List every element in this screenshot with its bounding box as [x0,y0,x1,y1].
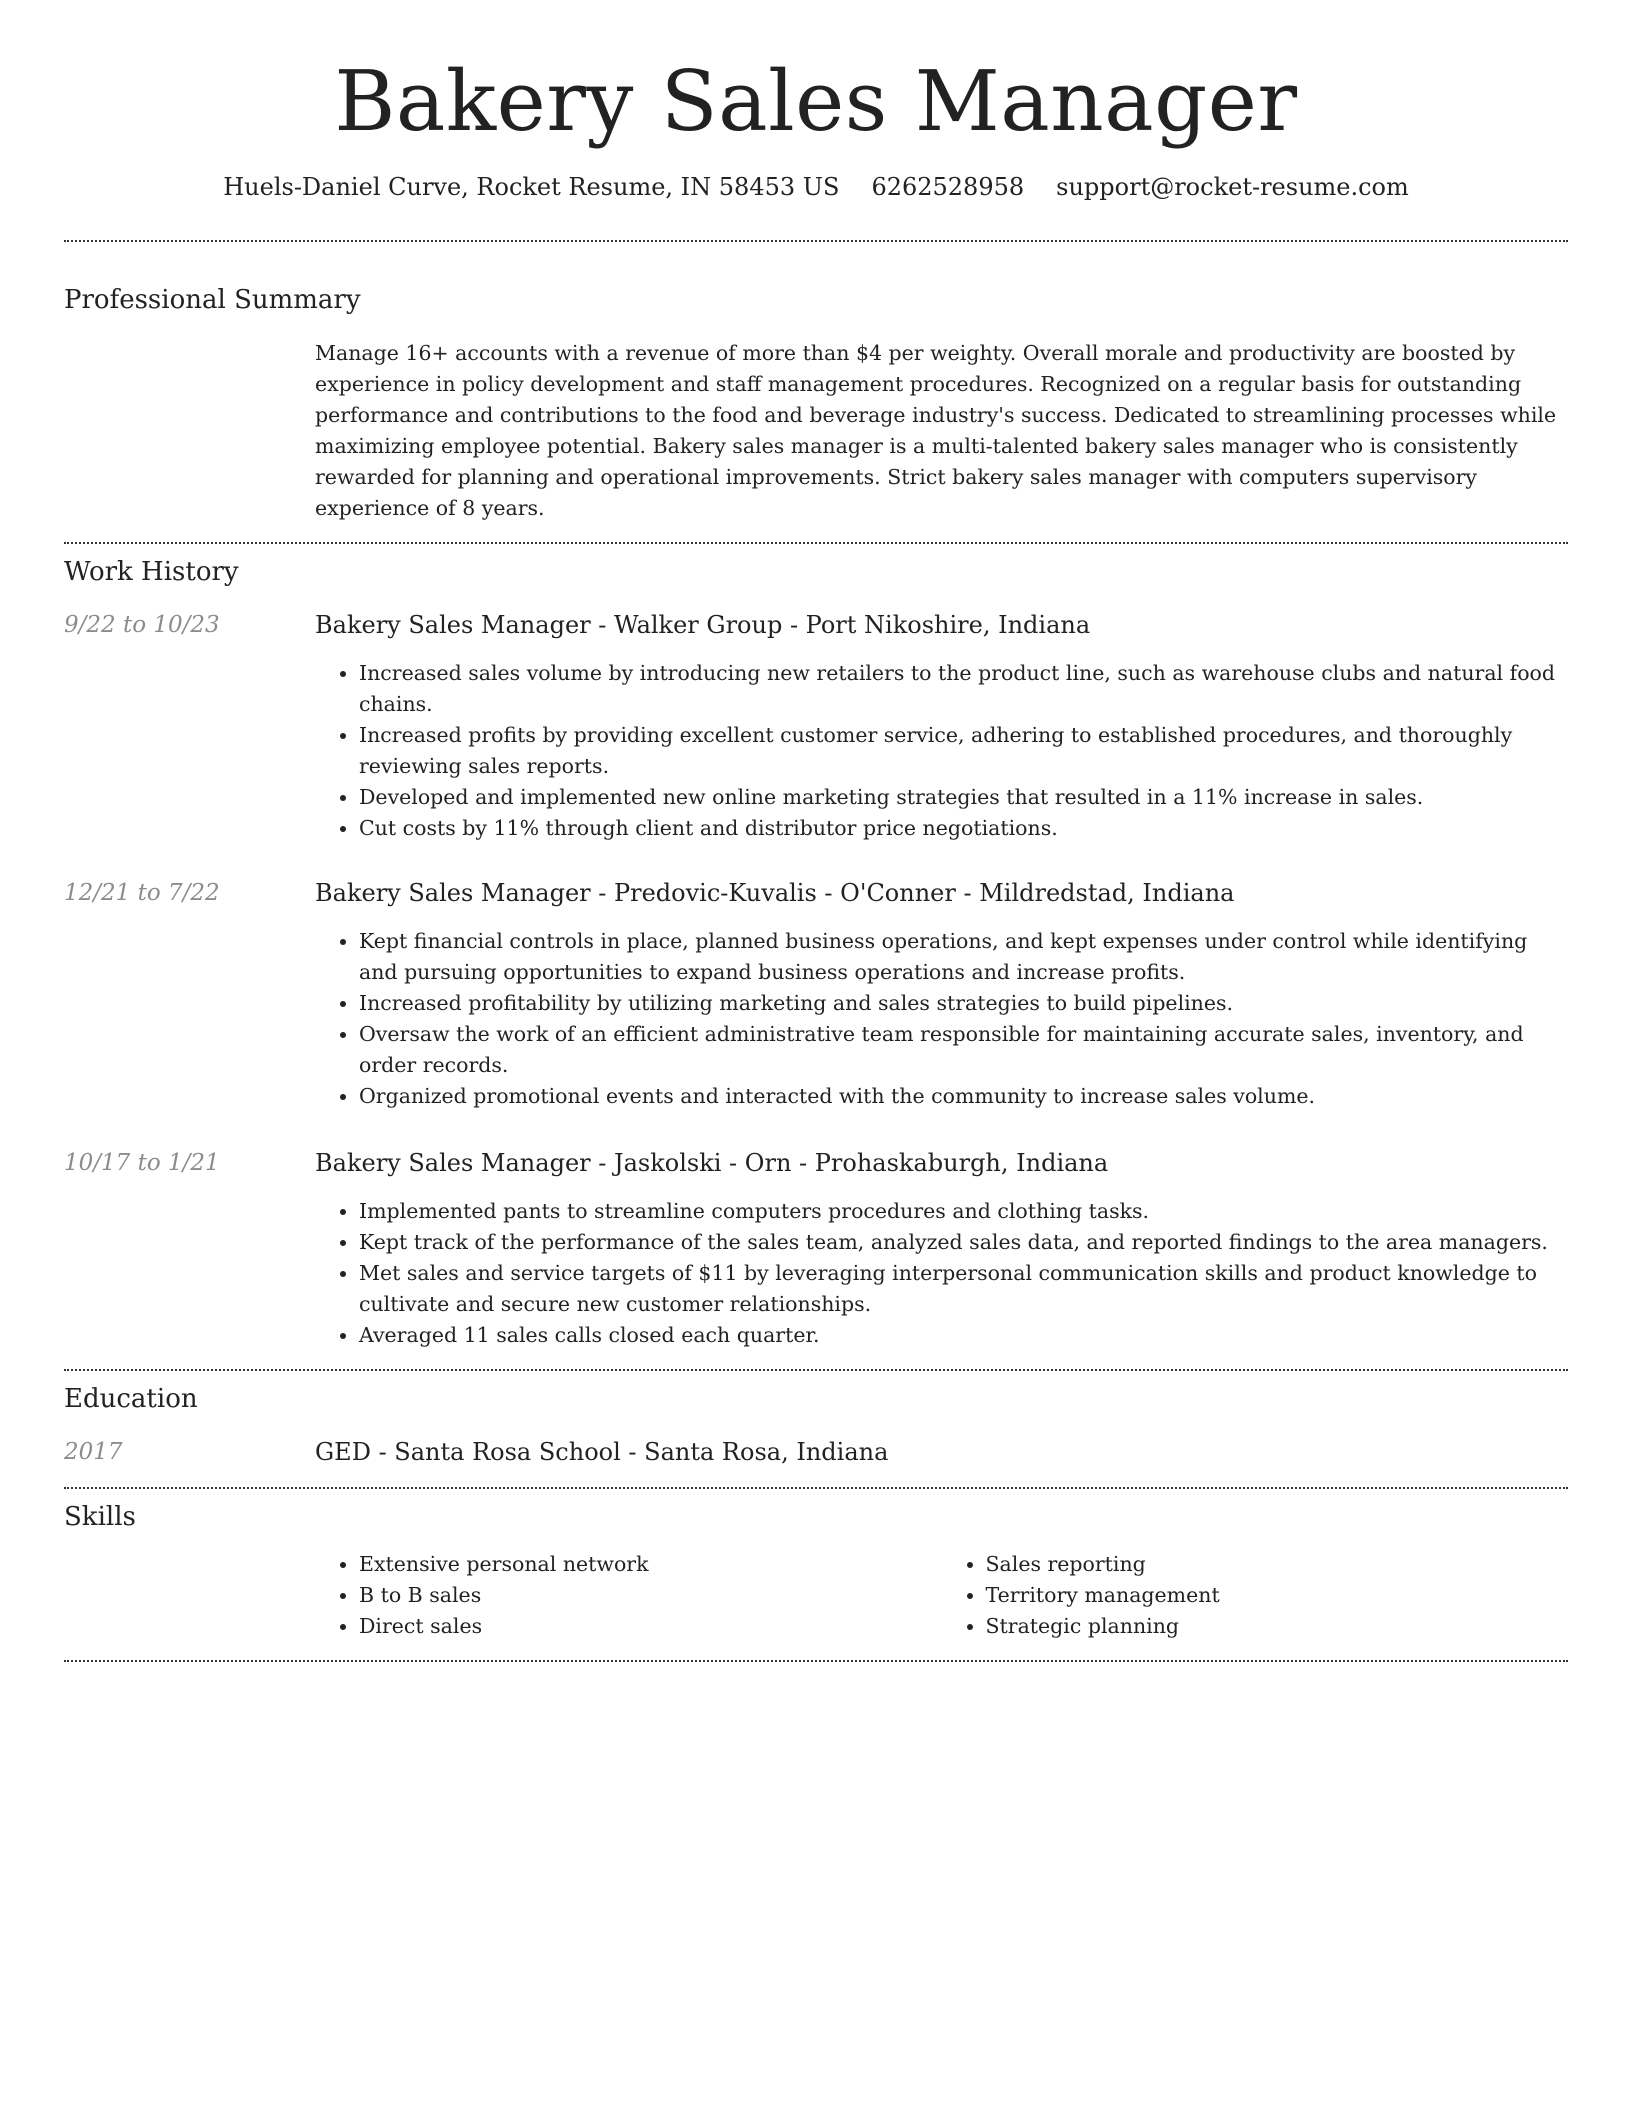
list-item: • Met sales and service targets of $11 by leveraging interpersonal communication skills and product knowledge to cultivate and secure new customer relationships. [359,1258,1568,1320]
education-heading-line: GED - Santa Rosa School - Santa Rosa, Indiana [315,1438,889,1466]
list-item: • B to B sales [359,1580,942,1611]
list-item: • Organized promotional events and interacted with the community to increase sales volume. [359,1081,1568,1112]
list-item: • Direct sales [359,1611,942,1642]
job-dates: 10/17 to 1/21 [64,1150,220,1176]
contact-phone: 6262528958 [871,173,1025,201]
list-item: • Strategic planning [986,1611,1569,1642]
list-item: • Kept track of the performance of the sales team, analyzed sales data, and reported findings to the area managers. [359,1227,1568,1258]
work-history-section [0,544,1632,1351]
list-item: • Increased profits by providing excellent customer service, adhering to established procedures, and thoroughly reviewing sales reports. [359,720,1568,782]
skills-grid [315,1549,1568,1642]
list-item: • Kept financial controls in place, planned business operations, and kept expenses under control while identifying and pursuing opportunities to expand business operations and increase profits. [359,926,1568,988]
education-heading: Education [64,1384,198,1414]
list-item: • Developed and implemented new online marketing strategies that resulted in a 11% increase in sales. [359,782,1568,813]
summary-section [0,242,1632,524]
contact-address: Huels-Daniel Curve, Rocket Resume, IN 58453 US [223,173,840,201]
resume-title: Bakery Sales Manager [334,53,1298,150]
list-item: • Increased profitability by utilizing marketing and sales strategies to build pipelines. [359,988,1568,1019]
list-item: • Cut costs by 11% through client and distributor price negotiations. [359,813,1568,844]
list-item: • Extensive personal network [359,1549,942,1580]
summary-heading: Professional Summary [64,285,361,315]
list-item: • Sales reporting [986,1549,1569,1580]
education-year: 2017 [64,1439,123,1465]
contact-email: support@rocket-resume.com [1056,173,1409,201]
job-bullets [315,926,1568,1112]
list-item: • Implemented pants to streamline computers procedures and clothing tasks. [359,1196,1568,1227]
section-divider [64,1660,1568,1662]
job-heading: Bakery Sales Manager - Predovic-Kuvalis - O'Conner - Mildredstad, Indiana [315,879,1235,907]
skills-list-right [942,1549,1569,1642]
skills-list-left [315,1549,942,1642]
summary-text: Manage 16+ accounts with a revenue of more than $4 per weighty. Overall morale and productivity are boosted by experience in policy development and staff management procedures. Recognized on a regular basis for outstanding performance and contributions to the food and beverage industry's success. Dedicated to streamlining processes while maximizing employee potential. Bakery sales manager is a multi-talented bakery sales manager who is consistently rewarded for planning and operational improvements. Strict bakery sales manager with computers supervisory experience of 8 years. [315,341,1557,520]
education-section [0,1371,1632,1467]
list-item: • Oversaw the work of an efficient administrative team responsible for maintaining accurate sales, inventory, and order records. [359,1019,1568,1081]
job-heading: Bakery Sales Manager - Jaskolski - Orn - Prohaskaburgh, Indiana [315,1149,1109,1177]
skills-section [0,1489,1632,1642]
list-item: • Increased sales volume by introducing new retailers to the product line, such as warehouse clubs and natural food chains. [359,658,1568,720]
job-bullets [315,1196,1568,1351]
job-entry [64,610,1568,844]
job-dates: 9/22 to 10/23 [64,612,220,638]
job-dates: 12/21 to 7/22 [64,880,220,906]
job-entry [64,878,1568,1112]
job-entry [64,1148,1568,1351]
work-history-heading: Work History [64,557,239,587]
job-heading: Bakery Sales Manager - Walker Group - Port Nikoshire, Indiana [315,611,1091,639]
list-item: • Averaged 11 sales calls closed each quarter. [359,1320,1568,1351]
list-item: • Territory management [986,1580,1569,1611]
job-bullets [315,658,1568,844]
contact-line [0,172,1632,202]
summary-spacer [64,338,315,524]
skills-heading: Skills [64,1502,136,1532]
